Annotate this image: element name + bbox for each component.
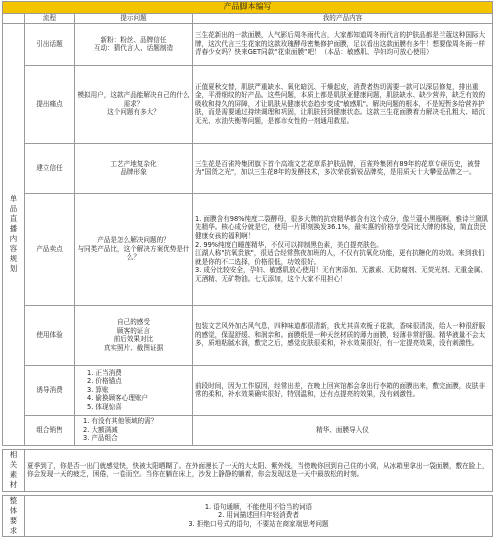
question-text: 新粉：粉丝、品牌信任 互动：猜代言人、话题制造 — [93, 35, 174, 53]
material-label: 相关素材 — [3, 449, 25, 491]
stage-cell: 使用体验 — [25, 305, 75, 365]
row-trust — [3, 143, 493, 193]
question-text: 产品是怎么解决问题的？ 与同类产品比，这个解决方案优势是什么？ — [77, 236, 190, 262]
question-text: 模拟用户，这款产品能解决自己的什么需求？ 这个问题有多大？ — [77, 91, 190, 117]
material-content: 夏季到了，你是否一出门就感觉快，快被太阳晒糊了。在外面漫长了一天的大太阳、紫外线，当傍晚你回到自己住的小窝，从冰箱里拿出一袋面膜，敷在脸上，你会发现一天的疲乏，困倦，一卷而空。当你在躺在床上，沙发上静静的躺着，你会发现这是一天中最放松的时刻。 — [25, 449, 493, 491]
content-cell: 三生花是百雀羚集团旗下首个高端文艺花草系护肤品牌，百雀羚集团有89年的花草专研历史，被誉为"国货之光"，加以三生花8年的发酵技术，多次荣获新锐品牌奖，是用质天十大攀爱品牌之一。 — [193, 143, 493, 193]
stage-cell: 诱导消费 — [25, 365, 75, 415]
question-cell — [75, 365, 193, 415]
row-experience — [3, 305, 493, 365]
row-intro — [3, 23, 493, 65]
content-cell: 正值夏秋交替，肌肤严重缺水、氧化暗沉、干燥起皮，消费者热切需要一款可以深层修复，排出重金，平滑细纹的好产品。这些问题，本质上都是肌肤亚健康问题，肌肤缺水、缺少营养，缺乏有效的吸收和持久的屏障，才让肌肤从健康状态趋步变成"敏感肌"。解决问题的根本，不是短暂多给营养护肤，而是需要通过持续调理和巩固，让肌肤回到健康状态。这款三生花面膜着力解决毛孔粗大、暗沉无光、水油失衡等问题，是都市女性的一剂通用救星。 — [193, 65, 493, 143]
content-cell: 包装文艺风外加古风气息，四种味道都很清新，我尤其喜欢栀子花款，香味很清淡，给人一种很舒服的感觉，保湿舒缓、和润亲和。面膜纸是一种天丝材质的薄力面膜，轻薄非常舒服。精华液量不会太多，质地粘腻水润，敷完之后，感觉皮肤很柔和，补水效果很好，有一定提亮效果，没有刺激性。 — [193, 305, 493, 365]
content-cell: 前段时间，因为工作原因，经常出差，在晚上回宾馆都会拿出行李箱的面膜出来，敷完面膜，皮肤非常的柔和，补水效果确实很好，特别温和，还有点提亮的效果，没有刺激性。 — [193, 365, 493, 415]
stage-cell: 引出话题 — [25, 23, 75, 65]
content-cell: 三生花新出的一款面膜，人气影后周冬雨代言，大家都知道周冬雨代言的护肤品都是兰蔻这种国际大牌，这次代言三生花家的这款玫瑰酵母密集修护面膜，足以看出这款面膜有多牛！想要像周冬雨一样青春少女吗？快来GET同款“花束面膜”吧！（本品：敏感肌、孕妇均可放心使用） — [193, 23, 493, 65]
row-selling-points — [3, 193, 493, 305]
question-cell — [75, 65, 193, 143]
stage-cell: 建立信任 — [25, 143, 75, 193]
question-text: 工艺产地复杂化 品牌形象 — [110, 159, 157, 177]
content-cell — [193, 193, 493, 305]
requirement-item: 1. 语句通顺，不能使用不恰当的词语 — [204, 502, 313, 511]
stage-cell: 产品卖点 — [25, 193, 75, 305]
requirement-item: 3. 拒绝口号式的语句，不要站在商家端思考问题 — [188, 519, 329, 528]
stage-cell: 提出痛点 — [25, 65, 75, 143]
row-pain — [3, 65, 493, 143]
row-bundle — [3, 415, 493, 445]
stage-cell: 组合销售 — [25, 415, 75, 445]
question-text: 1. 有没有其他领域的需？ 2. 大额满减 3. 产品组合 — [83, 417, 158, 443]
row-induce — [3, 365, 493, 415]
header-row — [3, 14, 493, 24]
requirements-label: 整体要求 — [3, 495, 25, 536]
question-cell — [75, 305, 193, 365]
question-cell — [75, 415, 193, 445]
header-stage: 流程 — [25, 14, 75, 24]
content-cell: 精华、面膜导入仪 — [193, 415, 493, 445]
question-cell — [75, 193, 193, 305]
content-text: 1. 面膜含有98%纯度二裂酵母，很多大牌的抗衰精华都含有这个成分，像兰蔻小黑瓶啊，雅诗兰黛肌先精华。核心成分就是它，使用一片即刻换发36.1%，最实惠的价格享受同比大牌的体验，简直贵民健康女孩的福利啊！ 2. 99%纯度白睡莲精华，不仅可以抑制黑色素，美白提亮肤色。 江湖人称"抗氧贵族"，很适合经常熬夜加班的人，不仅有抗氧化功能，更有抗糖化的功效。来到我们就是你的不二选择，价格很低，功效很好。 3. 成分比较安全，孕妇、敏感肌放心使用！无有害添加、无激素、无防腐剂、无荧光剂、无重金属、无酒精、无矿物油。七无添加，这个大家不用担心！ — [195, 214, 489, 283]
row-requirements — [3, 495, 493, 536]
header-question: 提示问题 — [75, 14, 193, 24]
header-blank — [3, 14, 25, 24]
sheet-title: 产品脚本编写 — [3, 2, 493, 14]
header-content: 我的产品内容 — [193, 14, 493, 24]
question-cell — [75, 143, 193, 193]
script-table — [2, 1, 493, 537]
requirements-content — [25, 495, 493, 536]
script-sheet — [2, 1, 492, 537]
row-material — [3, 449, 493, 491]
section-label: 单品直播内容规划 — [3, 23, 25, 445]
question-text: 1. 正当消费 2. 价格锚点 3. 算账 4. 偷换顾客心理账户 5. 体现惊喜 — [87, 368, 149, 411]
requirement-item: 2. 用词描述回归年轻消费者 — [218, 511, 299, 520]
question-cell — [75, 23, 193, 65]
question-text: 自己的感受 顾客的证言 前后效果对比 真实照片、截图证据 — [103, 317, 164, 352]
